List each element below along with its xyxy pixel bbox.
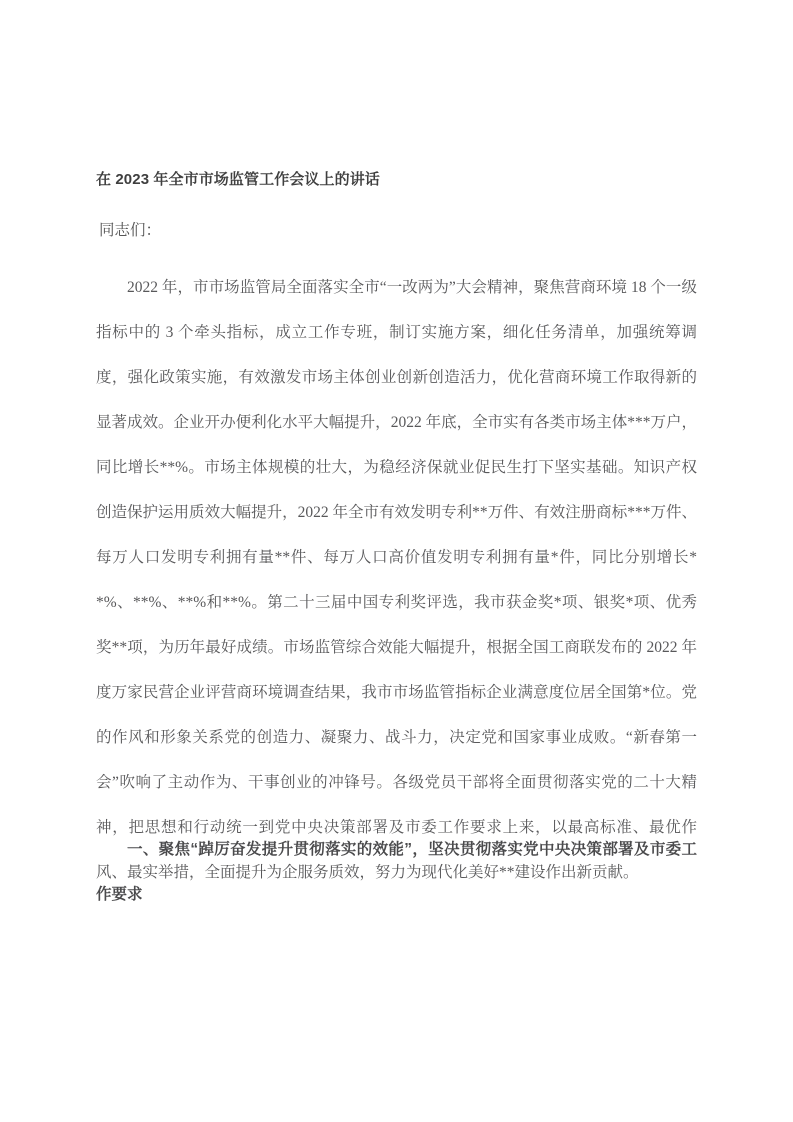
section-heading-one: 一、聚焦“踔厉奋发提升贯彻落实的效能”，坚决贯彻落实党中央决策部署及市委工作要求: [96, 841, 697, 903]
body-paragraph: 2022 年，市市场监管局全面落实全市“一改两为”大会精神，聚焦营商环境 18 个一级指标中的 3 个牵头指标，成立工作专班，制订实施方案，细化任务清单，加强统筹调度，强化政策实施，有效激发市场主体创业创新创造活力，优化营商环境工作取得新的显著成效。企业开办便利化水平大幅提升，2022 年底，全市实有各类市场主体***万户，同比增长**%。市场主体规模的壮大，为稳经济保就业促民生打下坚实基础。知识产权创造保护运用质效大幅提升，2022 年全市有效发明专利**万件、有效注册商标***万件、每万人口发明专利拥有量**件、每万人口高价值发明专利拥有量*件，同比分别增长**%、**%、**%和**%。第二十三届中国专利奖评选，我市获金奖*项、银奖*项、优秀奖**项，为历年最好成绩。市场监管综合效能大幅提升，根据全国工商联发布的 2022 年度万家民营企业评营商环境调查结果，我市市场监管指标企业满意度位居全国第*位。党的作风和形象关系党的创造力、凝聚力、战斗力，决定党和国家事业成败。“新春第一会”吹响了主动作为、干事创业的冲锋号。各级党员干部将全面贯彻落实党的二十大精神，把思想和行动统一到党中央决策部署及市委工作要求上来，以最高标准、最优作风、最实举措，全面提升为企服务质效，努力为现代化美好**建设作出新贡献。: [96, 279, 697, 881]
page-title: 在 2023 年全市市场监管工作会议上的讲话: [96, 171, 380, 188]
salutation: 同志们：: [99, 222, 162, 239]
